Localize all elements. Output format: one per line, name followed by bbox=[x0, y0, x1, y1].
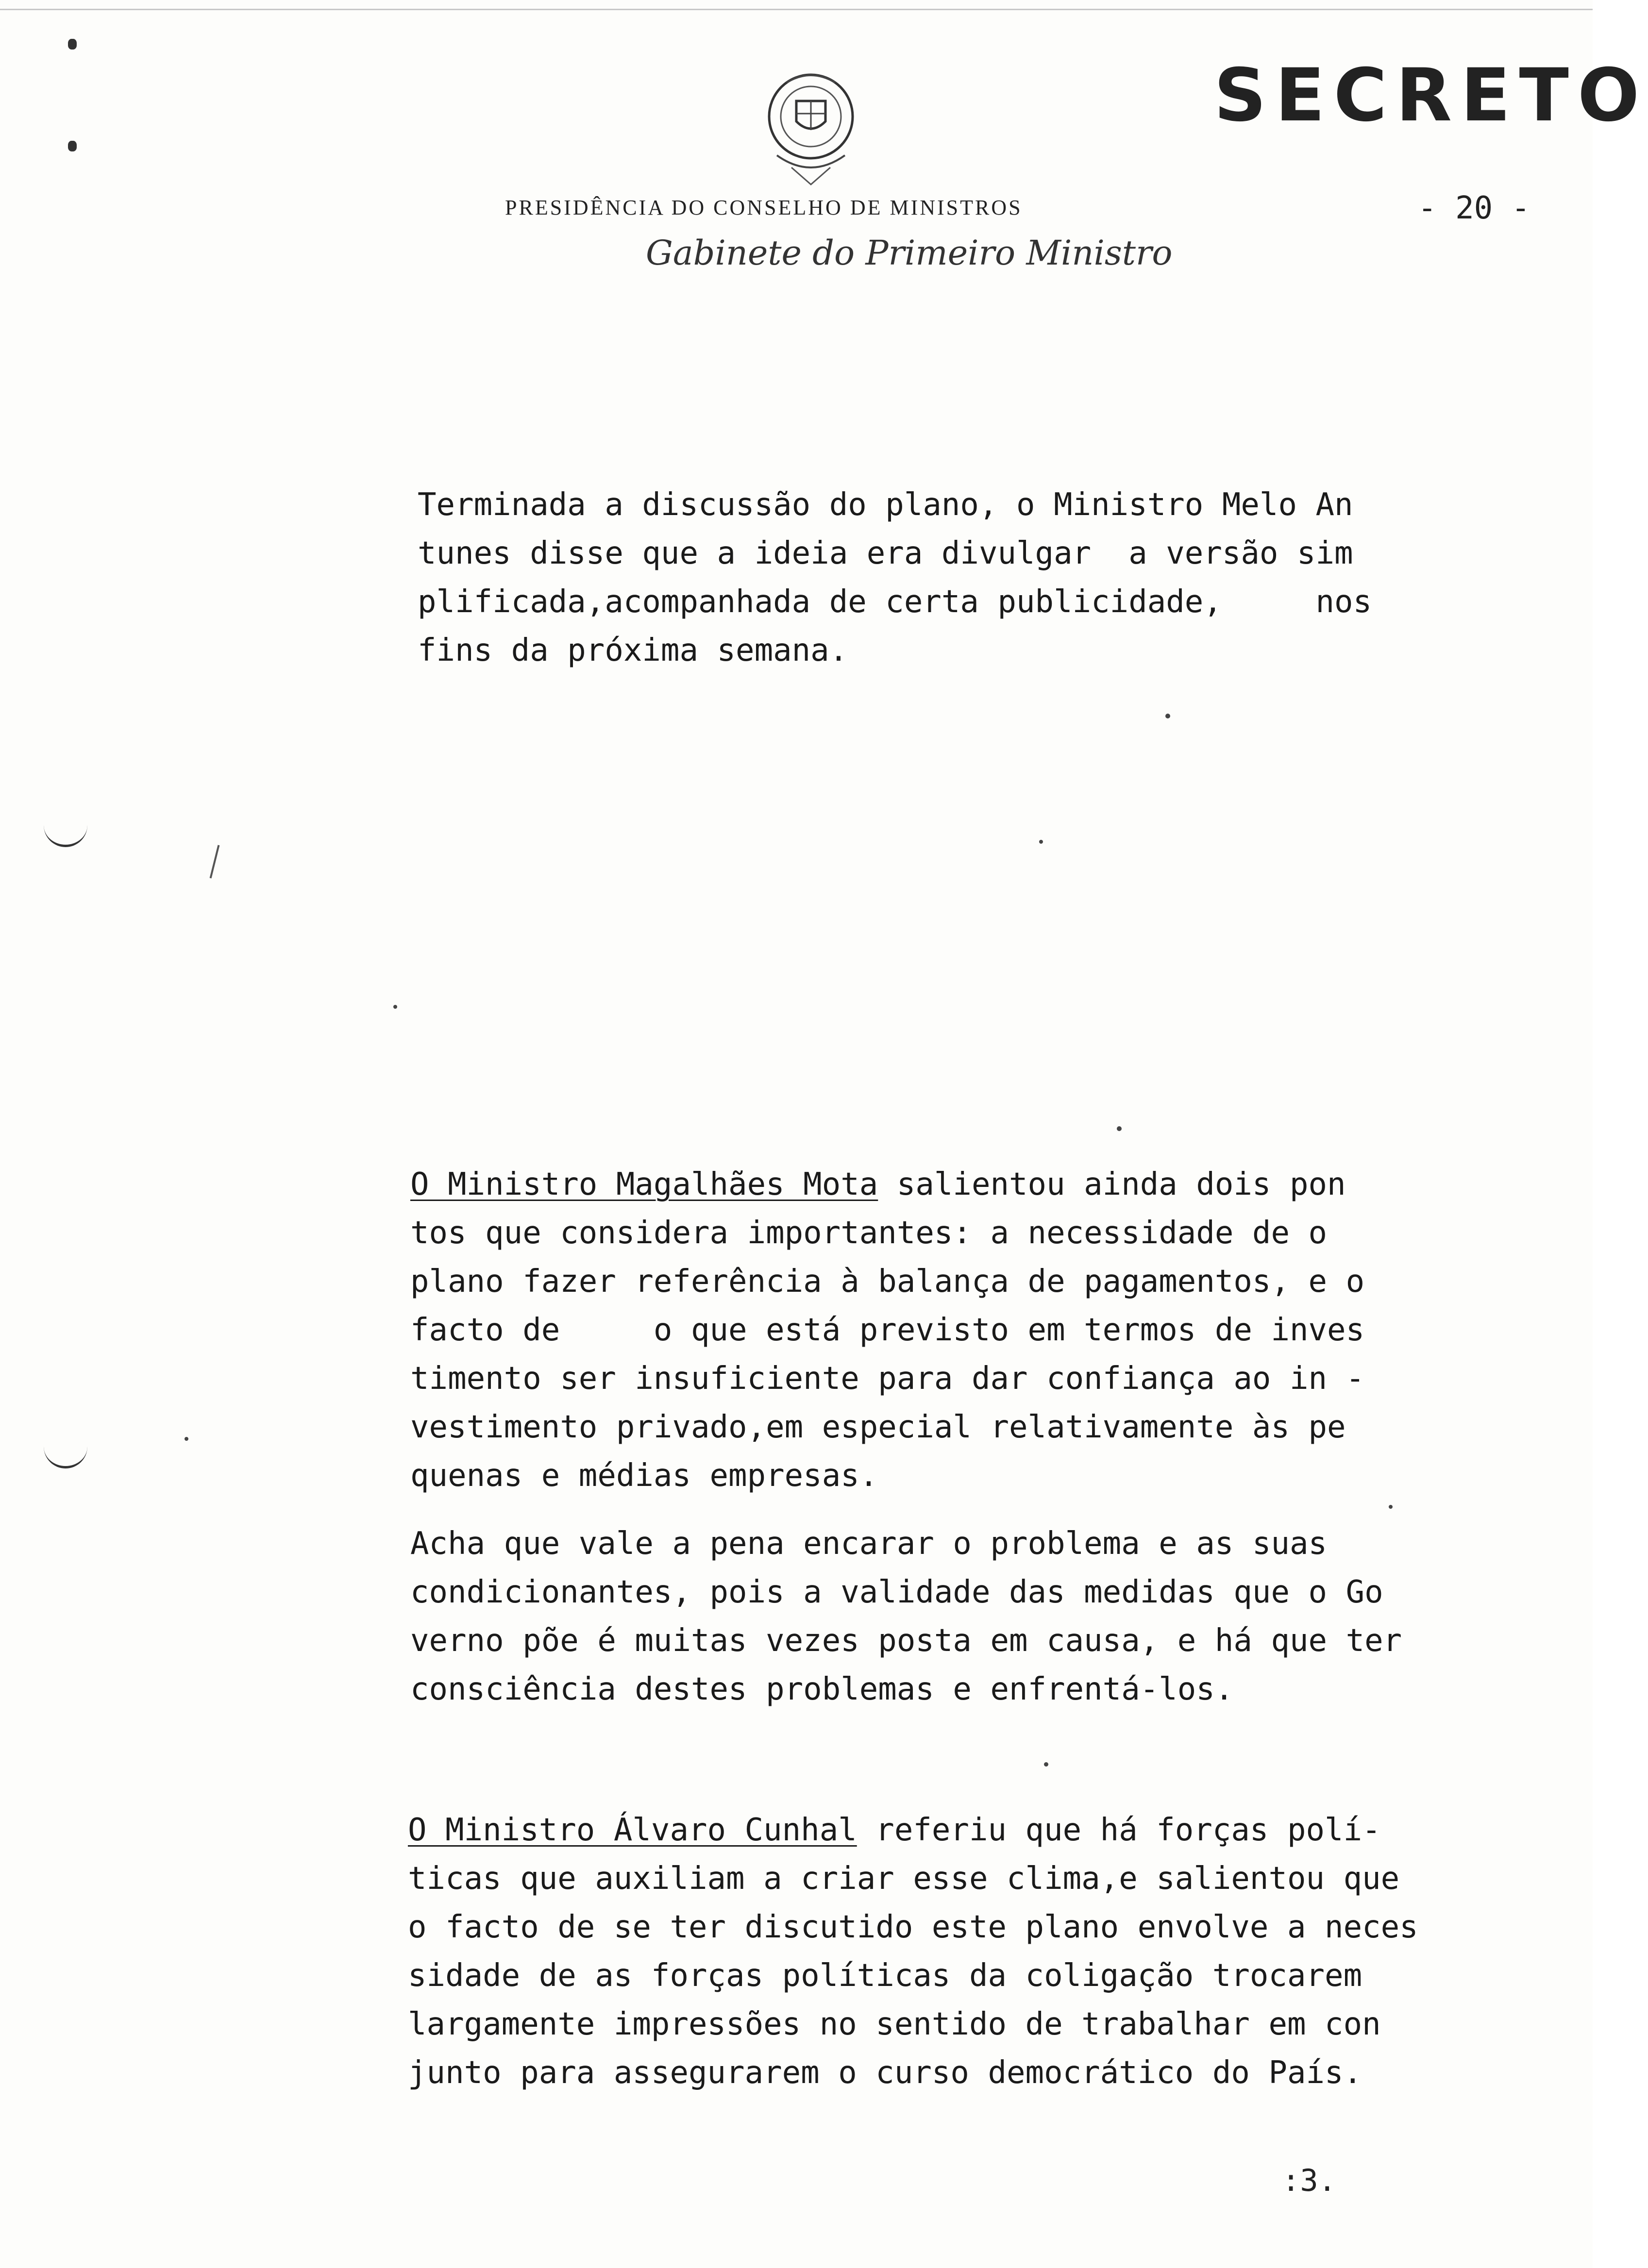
text-line bbox=[408, 1806, 1418, 1854]
classification-stamp: SECRETO bbox=[1214, 53, 1648, 138]
speck bbox=[1044, 1762, 1048, 1767]
top-rule bbox=[0, 9, 1593, 10]
text-line: vestimento privado,em especial relativamente às pe bbox=[410, 1409, 1346, 1445]
text-line: junto para assegurarem o curso democrático do País. bbox=[408, 2055, 1362, 2091]
text-line: condicionantes, pois a validade das medidas que o Go bbox=[410, 1574, 1383, 1610]
text-fragment: salientou ainda dois pon bbox=[878, 1167, 1346, 1202]
speck bbox=[393, 1005, 397, 1009]
text-line: timento ser insuficiente para dar confiança ao in - bbox=[410, 1361, 1365, 1397]
text-line: consciência destes problemas e enfrentá-los. bbox=[410, 1671, 1234, 1707]
continuation-mark: :3. bbox=[1282, 2163, 1336, 2198]
text-line: plificada,acompanhada de certa publicidade, nos bbox=[418, 584, 1372, 620]
letterhead-institution: PRESIDÊNCIA DO CONSELHO DE MINISTROS bbox=[505, 196, 1023, 219]
speck bbox=[1165, 714, 1170, 718]
text-line: fins da próxima semana. bbox=[418, 633, 848, 668]
text-line: sidade de as forças políticas da coligação trocarem bbox=[408, 1958, 1362, 1994]
text-line: quenas e médias empresas. bbox=[410, 1458, 878, 1494]
binding-arc bbox=[44, 825, 87, 847]
coat-of-arms-seal bbox=[757, 63, 864, 189]
text-line: facto de o que está previsto em termos de inves bbox=[410, 1312, 1365, 1348]
speck bbox=[185, 1437, 188, 1441]
speck bbox=[1389, 1505, 1393, 1509]
text-line: tos que considera importantes: a necessidade de o bbox=[410, 1215, 1328, 1251]
paragraph-3 bbox=[410, 1519, 1402, 1714]
speck bbox=[1117, 1126, 1122, 1131]
paragraph-2 bbox=[410, 1160, 1364, 1500]
speaker-name: O Ministro Álvaro Cunhal bbox=[408, 1812, 857, 1848]
text-line: o facto de se ter discutido este plano envolve a neces bbox=[408, 1909, 1418, 1945]
text-line: verno põe é muitas vezes posta em causa, e há que ter bbox=[410, 1623, 1402, 1659]
punch-mark bbox=[68, 39, 77, 50]
punch-mark bbox=[68, 141, 77, 151]
text-line: plano fazer referência à balança de pagamentos, e o bbox=[410, 1264, 1365, 1300]
text-line: ticas que auxiliam a criar esse clima,e salientou que bbox=[408, 1861, 1400, 1897]
text-line: tunes disse que a ideia era divulgar a versão sim bbox=[418, 535, 1353, 571]
text-line: Acha que vale a pena encarar o problema e as suas bbox=[410, 1526, 1328, 1562]
scan-artifact bbox=[210, 845, 220, 879]
paragraph-4 bbox=[408, 1806, 1418, 2097]
binding-arc bbox=[44, 1447, 87, 1468]
text-fragment: referiu que há forças polí- bbox=[857, 1812, 1381, 1848]
speck bbox=[1039, 840, 1043, 844]
letterhead-office: Gabinete do Primeiro Ministro bbox=[646, 233, 1173, 273]
text-line: largamente impressões no sentido de trabalhar em con bbox=[408, 2006, 1381, 2042]
text-line bbox=[410, 1160, 1364, 1209]
page-number: - 20 - bbox=[1418, 190, 1530, 226]
speaker-name: O Ministro Magalhães Mota bbox=[410, 1167, 878, 1202]
text-line: Terminada a discussão do plano, o Ministro Melo An bbox=[418, 487, 1353, 523]
paragraph-1 bbox=[418, 481, 1372, 675]
